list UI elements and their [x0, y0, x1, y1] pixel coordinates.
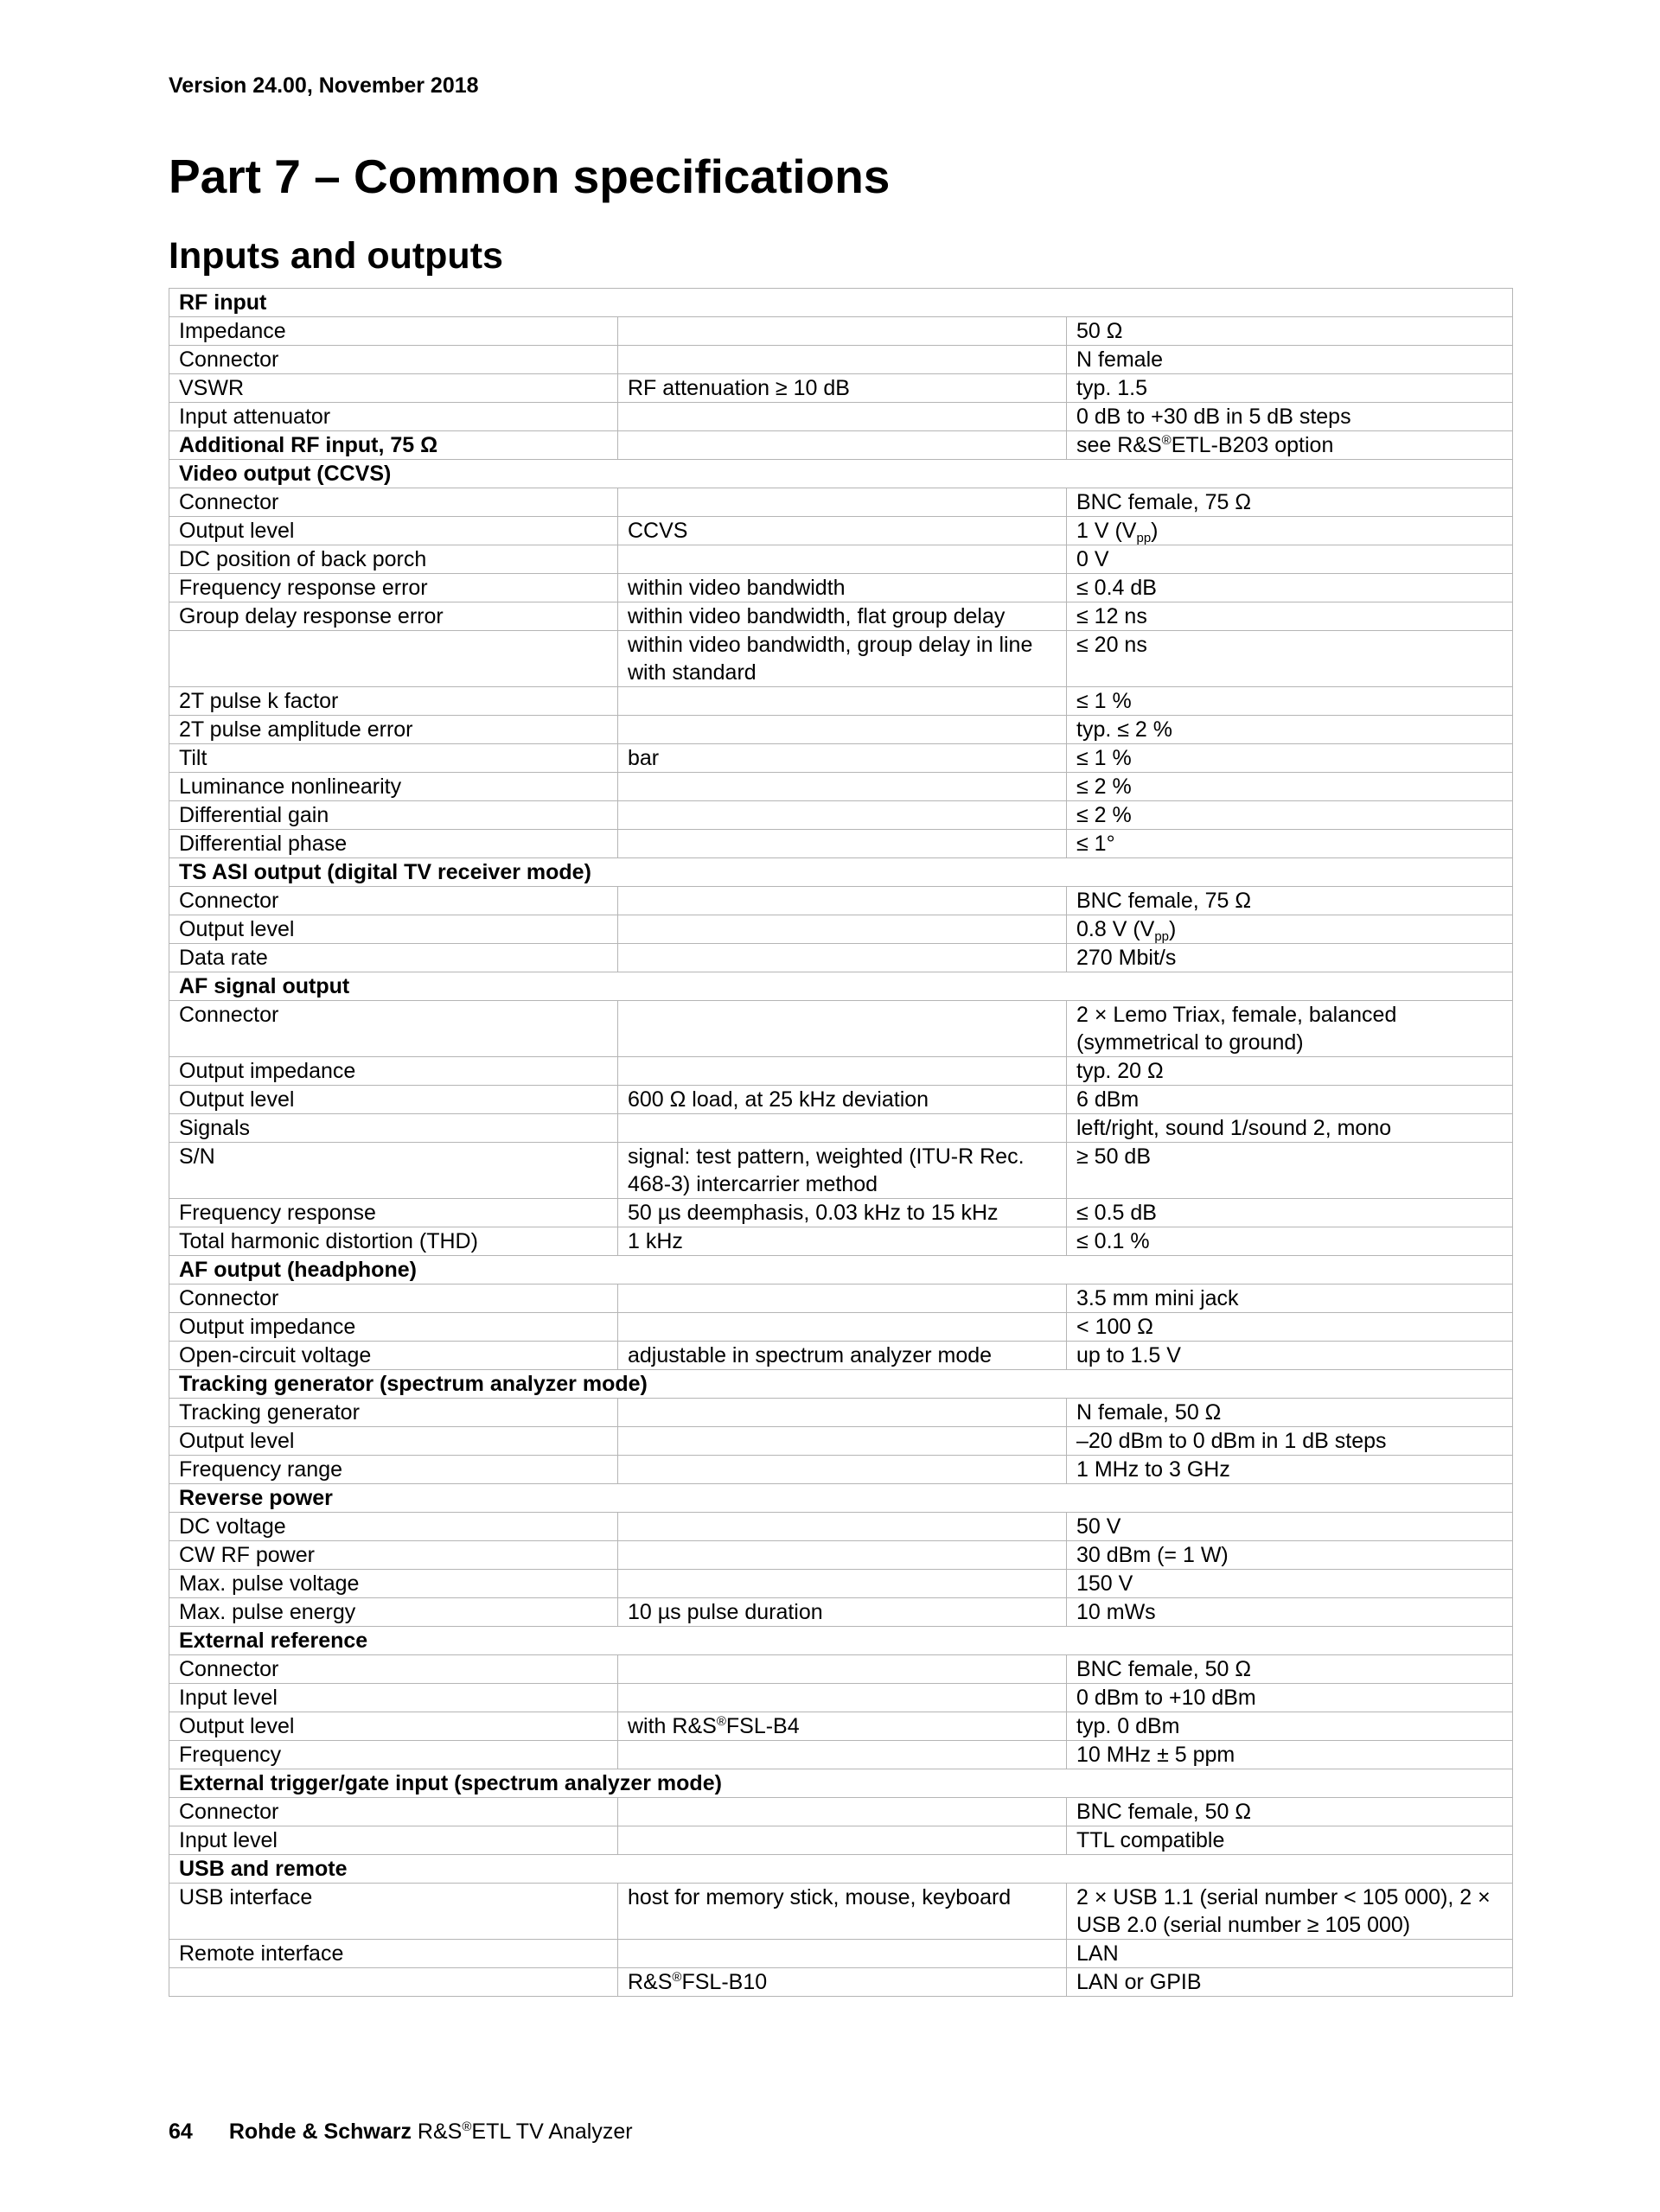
- parameter-cell: Connector: [169, 1284, 618, 1313]
- table-row: [169, 1399, 1513, 1427]
- table-row: [169, 1001, 1513, 1057]
- part-title: Part 7 – Common specifications: [169, 150, 891, 203]
- page-footer: [169, 2120, 633, 2145]
- table-row: [169, 1968, 1513, 1997]
- condition-cell: [618, 773, 1067, 801]
- parameter-cell: Frequency response: [169, 1199, 618, 1227]
- table-row: [169, 1741, 1513, 1769]
- section-heading: Reverse power: [169, 1484, 1513, 1513]
- value-cell: 0 V: [1067, 545, 1513, 574]
- condition-cell: [618, 488, 1067, 517]
- parameter-cell: Output level: [169, 1086, 618, 1114]
- condition-cell: [618, 716, 1067, 744]
- condition-cell: within video bandwidth, group delay in line with standard: [618, 631, 1067, 687]
- registered-mark: ®: [672, 1970, 682, 1985]
- table-section-row: [169, 460, 1513, 488]
- condition-cell: within video bandwidth, flat group delay: [618, 602, 1067, 631]
- value-cell: 10 MHz ± 5 ppm: [1067, 1741, 1513, 1769]
- section-heading: External reference: [169, 1627, 1513, 1655]
- table-row: [169, 317, 1513, 346]
- parameter-cell: Differential gain: [169, 801, 618, 830]
- table-row: [169, 1826, 1513, 1855]
- value-cell: ≤ 0.4 dB: [1067, 574, 1513, 602]
- table-row: [169, 1655, 1513, 1684]
- value-cell: typ. 20 Ω: [1067, 1057, 1513, 1086]
- value-cell: typ. 0 dBm: [1067, 1712, 1513, 1741]
- table-row: [169, 374, 1513, 403]
- table-row: [169, 574, 1513, 602]
- condition-cell: [618, 830, 1067, 858]
- table-row: [169, 830, 1513, 858]
- specifications-table: [169, 288, 1513, 1997]
- value-cell: N female: [1067, 346, 1513, 374]
- condition-cell: [618, 1057, 1067, 1086]
- parameter-cell: USB interface: [169, 1884, 618, 1940]
- parameter-cell: 2T pulse amplitude error: [169, 716, 618, 744]
- parameter-cell: Luminance nonlinearity: [169, 773, 618, 801]
- condition-cell: [618, 1826, 1067, 1855]
- condition-cell: signal: test pattern, weighted (ITU-R Rec. 468-3) intercarrier method: [618, 1143, 1067, 1199]
- value-cell: [1067, 431, 1513, 460]
- table-row: [169, 1427, 1513, 1456]
- footer-registered-mark: ®: [462, 2120, 472, 2134]
- value-cell: typ. 1.5: [1067, 374, 1513, 403]
- condition-cell: [618, 431, 1067, 460]
- value-cell: ≤ 0.1 %: [1067, 1227, 1513, 1256]
- cell-text: R&S: [628, 1970, 673, 1994]
- table-row: [169, 1284, 1513, 1313]
- value-cell: < 100 Ω: [1067, 1313, 1513, 1342]
- condition-cell: [618, 545, 1067, 574]
- table-row: [169, 1684, 1513, 1712]
- condition-cell: 1 kHz: [618, 1227, 1067, 1256]
- table-row: [169, 1570, 1513, 1598]
- footer-product: ETL TV Analyzer: [471, 2120, 633, 2144]
- condition-cell: [618, 801, 1067, 830]
- parameter-cell: Data rate: [169, 944, 618, 972]
- table-row: [169, 1199, 1513, 1227]
- condition-cell: [618, 317, 1067, 346]
- parameter-cell: Total harmonic distortion (THD): [169, 1227, 618, 1256]
- table-row: [169, 631, 1513, 687]
- parameter-cell: Output impedance: [169, 1057, 618, 1086]
- section-heading: TS ASI output (digital TV receiver mode): [169, 858, 1513, 887]
- cell-text-suffix: ETL-B203 option: [1171, 433, 1334, 457]
- parameter-cell: Frequency response error: [169, 574, 618, 602]
- value-cell: 3.5 mm mini jack: [1067, 1284, 1513, 1313]
- condition-cell: [618, 1399, 1067, 1427]
- value-cell: 10 mWs: [1067, 1598, 1513, 1627]
- value-cell: 2 × Lemo Triax, female, balanced (symmetrical to ground): [1067, 1001, 1513, 1057]
- table-row: [169, 1541, 1513, 1570]
- condition-cell: [618, 1284, 1067, 1313]
- section-heading: AF output (headphone): [169, 1256, 1513, 1284]
- table-row: [169, 1940, 1513, 1968]
- value-cell: 150 V: [1067, 1570, 1513, 1598]
- cell-text: with R&S: [628, 1714, 717, 1738]
- condition-cell: [618, 1655, 1067, 1684]
- registered-mark: ®: [1161, 433, 1172, 448]
- section-title: Inputs and outputs: [169, 235, 503, 277]
- value-cell: N female, 50 Ω: [1067, 1399, 1513, 1427]
- cell-text: see R&S: [1076, 433, 1162, 457]
- condition-cell: [618, 1712, 1067, 1741]
- condition-cell: RF attenuation ≥ 10 dB: [618, 374, 1067, 403]
- table-row: [169, 403, 1513, 431]
- condition-cell: [618, 887, 1067, 915]
- condition-cell: [618, 1570, 1067, 1598]
- value-cell: ≤ 2 %: [1067, 773, 1513, 801]
- parameter-cell: DC position of back porch: [169, 545, 618, 574]
- value-cell: typ. ≤ 2 %: [1067, 716, 1513, 744]
- table-row: [169, 773, 1513, 801]
- value-cell: ≤ 1°: [1067, 830, 1513, 858]
- parameter-cell: Connector: [169, 887, 618, 915]
- table-section-row: [169, 972, 1513, 1001]
- parameter-cell: Max. pulse energy: [169, 1598, 618, 1627]
- value-cell: ≤ 1 %: [1067, 687, 1513, 716]
- table-section-row: [169, 858, 1513, 887]
- value-cell: 0 dB to +30 dB in 5 dB steps: [1067, 403, 1513, 431]
- parameter-cell: Tracking generator: [169, 1399, 618, 1427]
- parameter-cell: Input attenuator: [169, 403, 618, 431]
- parameter-cell: DC voltage: [169, 1513, 618, 1541]
- value-cell: up to 1.5 V: [1067, 1342, 1513, 1370]
- cell-text: 0.8 V (V: [1076, 917, 1155, 941]
- section-heading: External trigger/gate input (spectrum analyzer mode): [169, 1769, 1513, 1798]
- parameter-cell: Impedance: [169, 317, 618, 346]
- value-cell: TTL compatible: [1067, 1826, 1513, 1855]
- condition-cell: [618, 1684, 1067, 1712]
- parameter-cell: Remote interface: [169, 1940, 618, 1968]
- table-section-row: [169, 1855, 1513, 1884]
- value-cell: 2 × USB 1.1 (serial number < 105 000), 2 × USB 2.0 (serial number ≥ 105 000): [1067, 1884, 1513, 1940]
- parameter-cell: Frequency range: [169, 1456, 618, 1484]
- footer-product-prefix: R&S: [411, 2120, 463, 2144]
- table-row: [169, 545, 1513, 574]
- table-row: [169, 346, 1513, 374]
- parameter-cell: Connector: [169, 488, 618, 517]
- condition-cell: [618, 687, 1067, 716]
- section-heading: USB and remote: [169, 1855, 1513, 1884]
- value-cell: ≤ 0.5 dB: [1067, 1199, 1513, 1227]
- parameter-cell: Tilt: [169, 744, 618, 773]
- condition-cell: [618, 944, 1067, 972]
- parameter-cell: Additional RF input, 75 Ω: [169, 431, 618, 460]
- condition-cell: [618, 403, 1067, 431]
- table-row: [169, 488, 1513, 517]
- condition-cell: [618, 1940, 1067, 1968]
- parameter-cell: VSWR: [169, 374, 618, 403]
- value-cell: 50 V: [1067, 1513, 1513, 1541]
- parameter-cell: Input level: [169, 1684, 618, 1712]
- parameter-cell: S/N: [169, 1143, 618, 1199]
- value-cell: left/right, sound 1/sound 2, mono: [1067, 1114, 1513, 1143]
- table-row: [169, 801, 1513, 830]
- condition-cell: [618, 346, 1067, 374]
- parameter-cell: Frequency: [169, 1741, 618, 1769]
- value-cell: [1067, 517, 1513, 545]
- registered-mark: ®: [716, 1714, 726, 1729]
- value-cell: BNC female, 75 Ω: [1067, 887, 1513, 915]
- parameter-cell: Open-circuit voltage: [169, 1342, 618, 1370]
- condition-cell: [618, 1114, 1067, 1143]
- table-section-row: [169, 1256, 1513, 1284]
- parameter-cell: Connector: [169, 346, 618, 374]
- table-row: [169, 716, 1513, 744]
- table-row: [169, 1227, 1513, 1256]
- subscript-text: pp: [1136, 531, 1152, 545]
- condition-cell: adjustable in spectrum analyzer mode: [618, 1342, 1067, 1370]
- value-cell: ≤ 20 ns: [1067, 631, 1513, 687]
- table-row: [169, 1143, 1513, 1199]
- value-cell: 0 dBm to +10 dBm: [1067, 1684, 1513, 1712]
- cell-text-suffix: ): [1169, 917, 1177, 941]
- value-cell: ≤ 1 %: [1067, 744, 1513, 773]
- value-cell: ≥ 50 dB: [1067, 1143, 1513, 1199]
- condition-cell: [618, 1427, 1067, 1456]
- parameter-cell: Output level: [169, 1427, 618, 1456]
- table-row: [169, 602, 1513, 631]
- value-cell: BNC female, 50 Ω: [1067, 1655, 1513, 1684]
- section-heading: Tracking generator (spectrum analyzer mode): [169, 1370, 1513, 1399]
- table-row: [169, 1313, 1513, 1342]
- document-version: Version 24.00, November 2018: [169, 73, 479, 98]
- condition-cell: CCVS: [618, 517, 1067, 545]
- value-cell: ≤ 12 ns: [1067, 602, 1513, 631]
- parameter-cell: [169, 1968, 618, 1997]
- parameter-cell: Max. pulse voltage: [169, 1570, 618, 1598]
- parameter-cell: [169, 631, 618, 687]
- section-heading: Video output (CCVS): [169, 460, 1513, 488]
- table-section-row: [169, 289, 1513, 317]
- parameter-cell: Output level: [169, 1712, 618, 1741]
- condition-cell: [618, 1456, 1067, 1484]
- table-row: [169, 1798, 1513, 1826]
- table-row: [169, 887, 1513, 915]
- parameter-cell: Differential phase: [169, 830, 618, 858]
- specifications-table-body: [169, 289, 1513, 1997]
- parameter-cell: 2T pulse k factor: [169, 687, 618, 716]
- table-section-row: [169, 1370, 1513, 1399]
- footer-brand: Rohde & Schwarz: [228, 2120, 412, 2144]
- table-section-row: [169, 1484, 1513, 1513]
- cell-text: 1 V (V: [1076, 519, 1137, 543]
- section-heading: AF signal output: [169, 972, 1513, 1001]
- condition-cell: 600 Ω load, at 25 kHz deviation: [618, 1086, 1067, 1114]
- value-cell: 6 dBm: [1067, 1086, 1513, 1114]
- condition-cell: 10 µs pulse duration: [618, 1598, 1067, 1627]
- value-cell: [1067, 915, 1513, 944]
- value-cell: BNC female, 50 Ω: [1067, 1798, 1513, 1826]
- value-cell: BNC female, 75 Ω: [1067, 488, 1513, 517]
- parameter-cell: Signals: [169, 1114, 618, 1143]
- condition-cell: host for memory stick, mouse, keyboard: [618, 1884, 1067, 1940]
- table-row: [169, 1884, 1513, 1940]
- cell-text-suffix: FSL-B10: [681, 1970, 768, 1994]
- parameter-cell: Output level: [169, 517, 618, 545]
- table-section-row: [169, 1769, 1513, 1798]
- value-cell: 30 dBm (= 1 W): [1067, 1541, 1513, 1570]
- table-row: [169, 1086, 1513, 1114]
- condition-cell: [618, 1313, 1067, 1342]
- table-row: [169, 1598, 1513, 1627]
- parameter-cell: Output impedance: [169, 1313, 618, 1342]
- condition-cell: [618, 1968, 1067, 1997]
- table-row: [169, 1712, 1513, 1741]
- condition-cell: [618, 1513, 1067, 1541]
- condition-cell: [618, 1001, 1067, 1057]
- table-section-row: [169, 1627, 1513, 1655]
- page-number: 64: [169, 2120, 193, 2144]
- table-row: [169, 915, 1513, 944]
- table-row: [169, 744, 1513, 773]
- condition-cell: [618, 1741, 1067, 1769]
- cell-text-suffix: FSL-B4: [725, 1714, 800, 1738]
- condition-cell: [618, 1798, 1067, 1826]
- condition-cell: within video bandwidth: [618, 574, 1067, 602]
- condition-cell: [618, 915, 1067, 944]
- table-row: [169, 1513, 1513, 1541]
- parameter-cell: CW RF power: [169, 1541, 618, 1570]
- parameter-cell: Input level: [169, 1826, 618, 1855]
- table-row: [169, 1114, 1513, 1143]
- value-cell: –20 dBm to 0 dBm in 1 dB steps: [1067, 1427, 1513, 1456]
- parameter-cell: Group delay response error: [169, 602, 618, 631]
- table-row: [169, 944, 1513, 972]
- value-cell: 1 MHz to 3 GHz: [1067, 1456, 1513, 1484]
- parameter-cell: Connector: [169, 1798, 618, 1826]
- parameter-cell: Connector: [169, 1655, 618, 1684]
- table-row: [169, 687, 1513, 716]
- parameter-cell: Output level: [169, 915, 618, 944]
- condition-cell: [618, 1541, 1067, 1570]
- table-row: [169, 517, 1513, 545]
- condition-cell: 50 µs deemphasis, 0.03 kHz to 15 kHz: [618, 1199, 1067, 1227]
- value-cell: 270 Mbit/s: [1067, 944, 1513, 972]
- value-cell: 50 Ω: [1067, 317, 1513, 346]
- table-row: [169, 1342, 1513, 1370]
- subscript-text: pp: [1154, 929, 1170, 944]
- value-cell: LAN or GPIB: [1067, 1968, 1513, 1997]
- section-heading: RF input: [169, 289, 1513, 317]
- parameter-cell: Connector: [169, 1001, 618, 1057]
- table-row: [169, 431, 1513, 460]
- value-cell: ≤ 2 %: [1067, 801, 1513, 830]
- cell-text-suffix: ): [1151, 519, 1159, 543]
- condition-cell: bar: [618, 744, 1067, 773]
- value-cell: LAN: [1067, 1940, 1513, 1968]
- table-row: [169, 1456, 1513, 1484]
- table-row: [169, 1057, 1513, 1086]
